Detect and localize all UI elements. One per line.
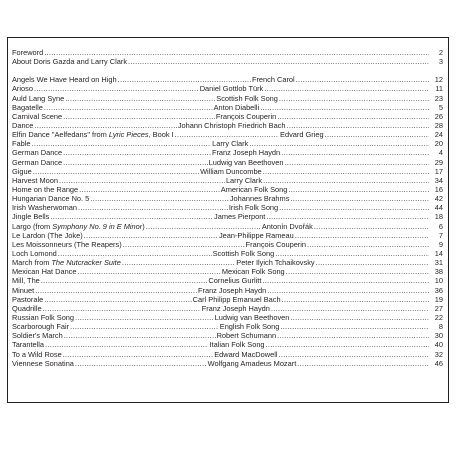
toc-entry-row [8,304,448,313]
entry-title [12,304,42,313]
entry-title-text: Quadrille [12,303,42,313]
entry-page-number: 40 [434,340,443,350]
entry-page-number: 28 [434,120,443,130]
entry-composer: Johannes Brahms [229,194,290,204]
entry-title [12,48,43,57]
entry-page-number: 26 [434,111,443,121]
front-matter-row [8,48,448,57]
toc-entry-row [8,249,448,258]
leader-dots [264,84,429,93]
leader-dots [63,148,211,157]
leader-dots [175,130,279,139]
entry-page-number: 29 [434,157,443,167]
contents-list [8,48,448,368]
entry-title [12,203,77,212]
entry-composer: Larry Clark [225,175,263,185]
leader-dots [78,267,221,276]
toc-entry-row [8,331,448,340]
leader-dots [35,286,197,295]
leader-dots [281,148,429,157]
entry-composer: François Couperin [215,111,277,121]
section-gap [8,66,448,75]
entry-title [12,350,62,359]
entry-composer: American Folk Song [220,184,288,194]
toc-entry-row [8,240,448,249]
entry-title [12,286,34,295]
entry-page-number: 22 [434,312,443,322]
entry-composer: Cornelius Gurlitt [208,276,262,286]
toc-entry-row [8,340,448,349]
entry-title-text: Hungarian Dance No. 5 [12,194,90,204]
entry-title [12,148,62,157]
entry-page-number: 16 [434,184,443,194]
leader-dots [59,176,225,185]
entry-page-number: 5 [438,102,443,112]
entry-page-number: 23 [434,93,443,103]
leader-dots [79,185,220,194]
entry-title [12,185,78,194]
leader-dots [314,222,429,231]
entry-title-after: , Book I [148,130,174,140]
entry-title-text: German Dance [12,148,63,158]
leader-dots [64,331,216,340]
entry-title-text: Harvest Moon [12,175,59,185]
entry-title [12,94,64,103]
leader-dots [279,203,429,212]
toc-entry-row [8,148,448,157]
entry-page-number: 42 [434,194,443,204]
entry-page-number: 44 [434,203,443,213]
entry-page-number: 3 [438,57,443,67]
entry-page-number: 24 [434,130,443,140]
entry-page-number: 12 [434,75,443,85]
leader-dots [33,167,199,176]
entry-title-text: Largo (from [12,221,53,231]
entry-title [12,158,62,167]
leader-dots [122,258,235,267]
toc-entry-row [8,231,448,240]
leader-dots [267,286,429,295]
toc-entry-row [8,185,448,194]
toc-entry-row [8,121,448,130]
leader-dots [297,359,429,368]
entry-title [12,359,74,368]
entry-title [12,267,77,276]
entry-title-text: Minuet [12,285,35,295]
leader-dots [65,94,215,103]
leader-dots [271,304,429,313]
entry-title-text: Bagatelle [12,102,43,112]
leader-dots [325,130,429,139]
toc-entry-row [8,276,448,285]
entry-page-number: 8 [438,322,443,332]
entry-title [12,112,62,121]
leader-dots [32,139,212,148]
leader-dots [90,194,229,203]
front-matter-row [8,57,448,66]
entry-page-number: 6 [438,221,443,231]
entry-page-number: 27 [434,303,443,313]
entry-title-text: Foreword [12,48,44,57]
entry-page-number: 14 [434,248,443,258]
entry-composer: English Folk Song [219,322,280,332]
leader-dots [266,340,429,349]
leader-dots [284,158,429,167]
entry-title [12,258,121,267]
entry-title [12,139,31,148]
entry-title [12,231,83,240]
entry-title [12,249,57,258]
entry-title [12,194,89,203]
leader-dots [34,121,176,130]
entry-title [12,340,44,349]
leader-dots [75,359,207,368]
entry-title-italic: Lyric Pieces [108,130,149,140]
contents-box [7,37,449,403]
leader-dots [277,112,429,121]
entry-composer: Anton Diabelli [213,102,260,112]
entry-composer: Jean-Philippe Rameau [218,230,294,240]
entry-title [12,276,40,285]
leader-dots [290,313,429,322]
entry-title [12,176,58,185]
leader-dots [290,194,429,203]
entry-title-text: Dance [12,120,34,130]
toc-entry-row [8,295,448,304]
entry-title-text: German Dance [12,157,63,167]
entry-title [12,103,43,112]
leader-dots [307,240,429,249]
entry-title-after: ) [142,221,145,231]
entry-title-text: Mexican Hat Dance [12,267,77,277]
leader-dots [146,222,261,231]
entry-composer: Robert Schumann [216,331,277,341]
entry-title-text: March from [12,258,52,268]
toc-entry-row [8,350,448,359]
entry-title [12,57,127,66]
entry-composer: William Duncombe [200,166,262,176]
leader-dots [43,304,201,313]
entry-title-italic: Symphony No. 9 in E Minor [52,221,143,231]
entry-composer: Peter Ilyich Tchaikovsky [236,258,315,268]
entry-composer: French Carol [251,75,295,85]
entry-title [12,240,122,249]
entry-title-text: Les Moissonneurs (The Reapers) [12,239,122,249]
entry-title-text: Scarborough Fair [12,322,70,332]
entry-composer: Wolfgang Amadeus Mozart [207,358,297,368]
leader-dots [63,158,208,167]
entry-page-number: 30 [434,331,443,341]
entry-title-text: Elfin Dance "Aelfedans" from [12,130,109,140]
entry-title-italic: The Nutcracker Suite [51,258,121,268]
entry-title [12,130,174,139]
entry-title-text: About Doris Gazda and Larry Clark [12,57,128,67]
toc-entry-row [8,139,448,148]
toc-entry-row [8,194,448,203]
entry-page-number: 7 [438,230,443,240]
entry-page-number: 19 [434,294,443,304]
toc-entry-row [8,112,448,121]
leader-dots [84,231,218,240]
entry-title-text: Loch Lomond [12,248,57,258]
entry-page-number: 32 [434,349,443,359]
entry-title-text: Jingle Bells [12,212,50,222]
leader-dots [280,322,429,331]
entry-composer: Franz Joseph Haydn [197,285,267,295]
entry-title-text: Pastorale [12,294,44,304]
entry-title [12,212,49,221]
toc-entry-row [8,286,448,295]
toc-entry-row [8,359,448,368]
leader-dots [316,258,429,267]
entry-composer: Ludwig van Beethoven [214,312,290,322]
toc-entry-row [8,313,448,322]
leader-dots [63,112,215,121]
entry-composer: Antonín Dvořák [261,221,313,231]
leader-dots [123,240,245,249]
entry-page-number: 10 [434,276,443,286]
entry-composer: Mexican Folk Song [221,267,285,277]
entry-title [12,222,145,231]
entry-composer: Scottish Folk Song [212,248,275,258]
leader-dots [295,231,429,240]
toc-entry-row [8,84,448,93]
entry-title-text: Fable [12,139,31,149]
toc-entry-row [8,103,448,112]
entry-page-number: 46 [434,358,443,368]
leader-dots [277,331,429,340]
entry-composer: Ludwig van Beethoven [208,157,284,167]
entry-page-number: 11 [435,84,443,94]
leader-dots [63,350,214,359]
entry-composer: Franz Joseph Haydn [201,303,270,313]
toc-entry-row [8,322,448,331]
entry-title [12,331,63,340]
entry-page-number: 17 [434,166,443,176]
entry-composer: Edward MacDowell [214,349,278,359]
leader-dots [288,185,429,194]
entry-title-text: Russian Folk Song [12,312,75,322]
entry-title-text: Arioso [12,84,33,94]
leader-dots [279,94,429,103]
leader-dots [44,295,191,304]
entry-composer: Johann Christoph Friedrich Bach [177,120,286,130]
entry-title-text: Soldier's March [12,331,63,341]
entry-page-number: 20 [434,139,443,149]
entry-title [12,322,69,331]
leader-dots [75,313,214,322]
leader-dots [263,176,429,185]
entry-title-text: Auld Lang Syne [12,93,65,103]
entry-composer: François Couperin [245,239,307,249]
leader-dots [78,203,228,212]
leader-dots [260,103,429,112]
entry-title [12,295,43,304]
entry-title-text: Gigue [12,166,32,176]
entry-composer: James Pierpont [214,212,266,222]
entry-title-text: Irish Washerwoman [12,203,78,213]
entry-title-text: Tarantella [12,340,45,350]
entry-composer: Carl Philipp Emanuel Bach [192,294,281,304]
entry-composer: Italian Folk Song [209,340,265,350]
entry-page-number: 4 [438,148,443,158]
leader-dots [263,167,429,176]
entry-page-number: 9 [438,239,443,249]
entry-composer: Franz Joseph Haydn [211,148,281,158]
leader-dots [296,75,429,84]
entry-title [12,75,117,84]
entry-title-text: Le Lardon (The Joke) [12,230,83,240]
entry-title [12,84,33,93]
entry-composer: Daniel Gottlob Türk [199,84,264,94]
entry-composer: Edvard Grieg [280,130,324,140]
toc-entry-row [8,222,448,231]
entry-composer: Scottish Folk Song [216,93,278,103]
entry-title-text: Angels We Have Heard on High [12,75,117,85]
entry-title [12,167,32,176]
leader-dots [262,276,429,285]
leader-dots [58,249,212,258]
entry-page-number: 2 [438,48,443,57]
entry-page-number: 38 [434,267,443,277]
entry-composer: Irish Folk Song [228,203,279,213]
toc-entry-row [8,75,448,84]
leader-dots [287,121,429,130]
leader-dots [44,103,213,112]
toc-entry-row [8,158,448,167]
toc-entry-row [8,267,448,276]
entry-title-text: Home on the Range [12,184,79,194]
toc-entry-row [8,258,448,267]
leader-dots [249,139,429,148]
leader-dots [275,249,429,258]
toc-entry-row [8,167,448,176]
entry-title-text: Mill, The [12,276,40,286]
toc-entry-row [8,130,448,139]
entry-composer: Larry Clark [212,139,249,149]
entry-page-number: 36 [434,285,443,295]
entry-title [12,313,74,322]
leader-dots [41,276,208,285]
entry-page-number: 18 [434,212,443,222]
toc-entry-row [8,212,448,221]
entry-title-text: Carnival Scene [12,111,63,121]
leader-dots [34,84,199,93]
entry-title [12,121,33,130]
leader-dots [45,340,208,349]
toc-entry-row [8,176,448,185]
entry-page-number: 31 [434,258,444,268]
entry-title-text: To a Wild Rose [12,349,62,359]
toc-entry-row [8,94,448,103]
leader-dots [118,75,251,84]
leader-dots [286,267,429,276]
leader-dots [50,212,213,221]
leader-dots [278,350,429,359]
leader-dots [70,322,219,331]
leader-dots [266,212,429,221]
entry-title-text: Viennese Sonatina [12,358,74,368]
leader-dots [282,295,429,304]
toc-entry-row [8,203,448,212]
entry-page-number: 34 [434,175,443,185]
leader-dots [44,48,429,57]
leader-dots [128,57,429,66]
